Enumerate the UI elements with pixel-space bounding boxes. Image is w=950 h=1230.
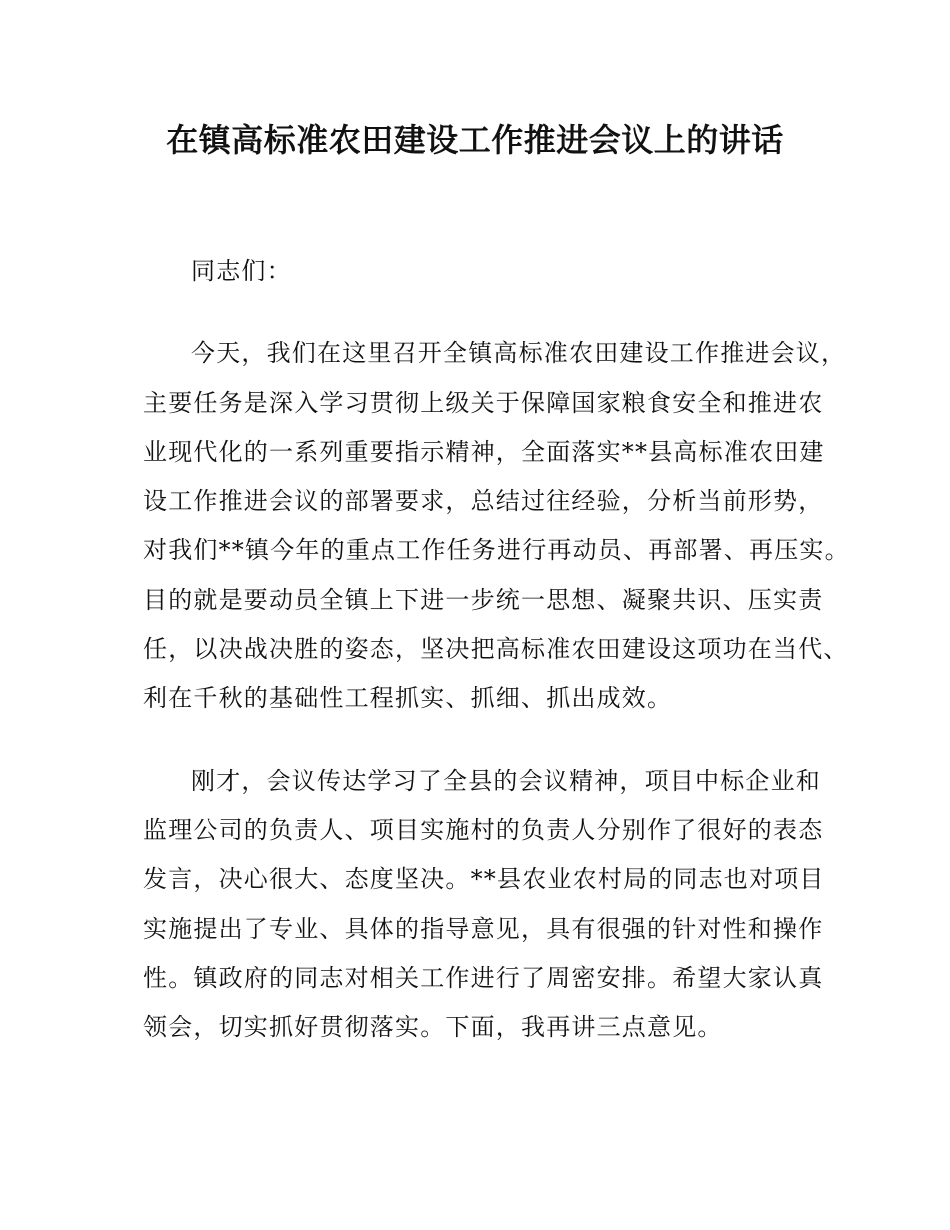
paragraph-line: 实施提出了专业、具体的指导意见，具有很强的针对性和操作 [143, 914, 824, 943]
paragraph-line: 主要任务是深入学习贯彻上级关于保障国家粮食安全和推进农 [143, 388, 824, 417]
paragraph-line: 性。镇政府的同志对相关工作进行了周密安排。希望大家认真 [143, 963, 824, 992]
paragraph-line: 任，以决战决胜的姿态，坚决把高标准农田建设这项功在当代、 [143, 635, 849, 664]
document-body [143, 247, 850, 1052]
paragraph-line: 刚才，会议传达学习了全县的会议精神，项目中标企业和 [191, 766, 821, 795]
document-title: 在镇高标准农田建设工作推进会议上的讲话 [166, 121, 784, 159]
paragraph-gap [143, 724, 831, 757]
paragraph-line: 同志们： [191, 257, 292, 285]
salutation-paragraph [143, 247, 831, 296]
paragraph-line: 设工作推进会议的部署要求，总结过往经验，分析当前形势， [143, 487, 824, 516]
paragraph-line: 发言，决心很大、态度坚决。**县农业农村局的同志也对项目 [143, 865, 825, 894]
paragraph-line: 今天，我们在这里召开全镇高标准农田建设工作推进会议， [191, 339, 847, 368]
paragraph-line: 利在千秋的基础性工程抓实、抓细、抓出成效。 [143, 684, 673, 713]
body-paragraph [143, 329, 850, 723]
paragraph-line: 业现代化的一系列重要指示精神，全面落实**县高标准农田建 [143, 437, 825, 466]
body-paragraph [143, 757, 831, 1053]
paragraph-gap [143, 296, 831, 329]
paragraph-line: 领会，切实抓好贯彻落实。下面，我再讲三点意见。 [143, 1013, 723, 1042]
paragraph-line: 监理公司的负责人、项目实施村的负责人分别作了很好的表态 [143, 815, 824, 844]
paragraph-line: 对我们**镇今年的重点工作任务进行再动员、再部署、再压实。 [143, 536, 850, 565]
paragraph-line: 目的就是要动员全镇上下进一步统一思想、凝聚共识、压实责 [143, 585, 824, 614]
